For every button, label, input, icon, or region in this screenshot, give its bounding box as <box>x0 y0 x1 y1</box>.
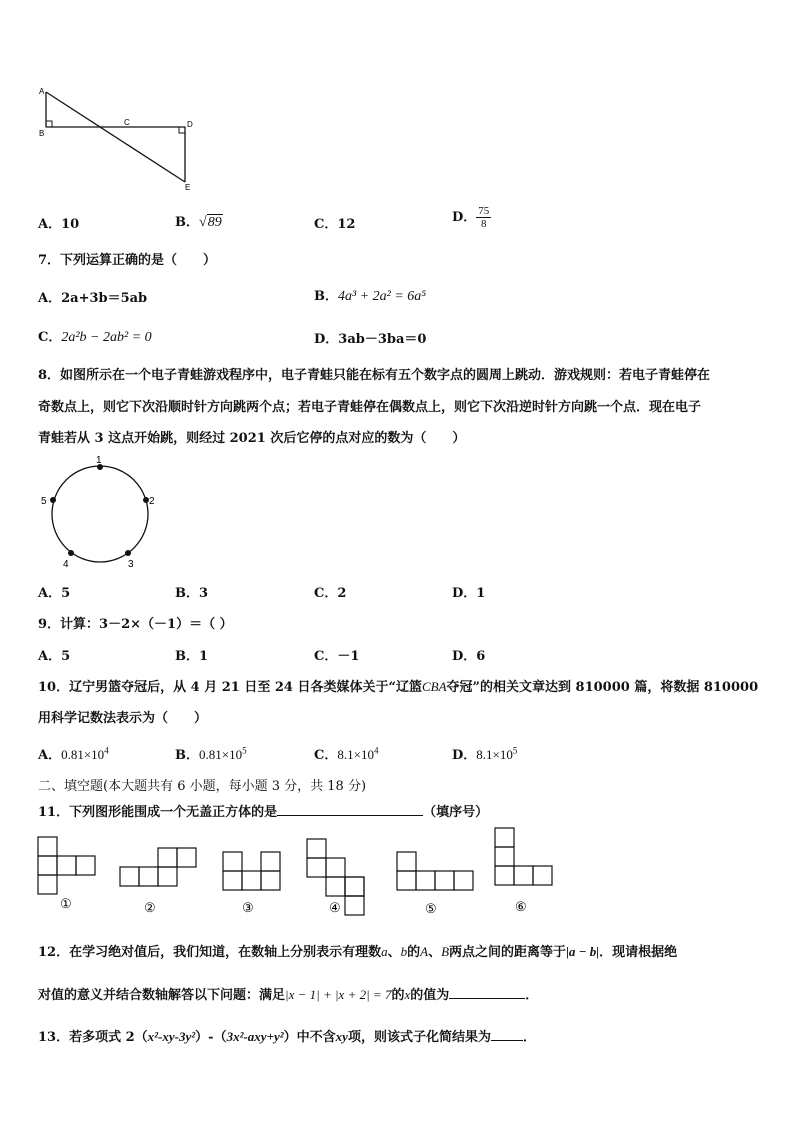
q6-option-b[interactable]: B．√89 <box>175 215 222 230</box>
q12-answer-blank[interactable] <box>449 986 525 999</box>
q10-stem-line1: 10．辽宁男篮夺冠后，从 4 月 21 日至 24 日各类媒体关于“辽篮CBA夺冠”的相关文章达到 810000 篇，将数据 810000 <box>38 679 759 695</box>
net-label-6: ⑥ <box>515 899 527 914</box>
q9-option-b[interactable]: B．1 <box>175 649 209 664</box>
net-label-3: ③ <box>242 900 254 915</box>
q10-option-a[interactable]: A．$0.81\times 10^4$ <box>38 745 109 763</box>
q7-option-d[interactable]: D．3ab－3ba＝0 <box>314 332 427 347</box>
circle-label-4: 4 <box>63 559 69 570</box>
q8-option-c[interactable]: C．2 <box>314 586 347 601</box>
q8-stem-line3: 青蛙若从 3 这点开始跳，则经过 2021 次后它停的点对应的数为（ ） <box>38 431 466 446</box>
q12-line1: 12．在学习绝对值后，我们知道，在数轴上分别表示有理数a、b的A、B两点之间的距离等于|a − b|．现请根据绝 <box>38 944 678 960</box>
figure-q6-geometry <box>30 84 200 194</box>
net-label-5: ⑤ <box>425 901 437 916</box>
sqrt-89: √89 <box>199 215 222 230</box>
q7-stem: 7．下列运算正确的是（ ） <box>38 253 217 268</box>
figure-q8-circle <box>35 452 165 577</box>
q7-option-a[interactable]: A．2a+3b＝5ab <box>38 291 148 306</box>
q6-option-c[interactable]: C．12 <box>314 217 356 232</box>
q13-answer-blank[interactable] <box>491 1028 523 1041</box>
q6-option-d[interactable]: D． $\frac{75}{8}$ <box>452 205 490 230</box>
q9-option-c[interactable]: C．－1 <box>314 649 360 664</box>
circle-label-2: 2 <box>149 496 155 507</box>
figure-q11-nets <box>34 826 564 918</box>
q8-stem-line2: 奇数点上，则它下次沿顺时针方向跳两个点；若电子青蛙停在偶数点上，则它下次沿逆时针方向跳一个点．现在电子 <box>38 400 702 415</box>
q8-stem-line1: 8．如图所示在一个电子青蛙游戏程序中，电子青蛙只能在标有五个数字点的圆周上跳动．游戏规则：若电子青蛙停在 <box>38 368 711 383</box>
label-C: C <box>124 118 130 127</box>
net-label-1: ① <box>60 896 72 911</box>
net-label-2: ② <box>144 900 156 915</box>
q9-stem: 9．计算：3－2×（－1）＝（ ） <box>38 617 233 632</box>
q7-option-b[interactable]: B．4a³ + 2a² = 6a⁵ <box>314 289 427 304</box>
q10-option-b[interactable]: B．$0.81\times 10^5$ <box>175 745 247 763</box>
circle-label-3: 3 <box>128 559 134 570</box>
q8-option-d[interactable]: D．1 <box>452 586 486 601</box>
q11-stem: 11．下列图形能围成一个无盖正方体的是 （填序号） <box>38 805 489 820</box>
q6-option-a[interactable]: A．10 <box>38 217 80 232</box>
label-A: A <box>39 87 45 96</box>
circle-label-5: 5 <box>41 496 47 507</box>
fraction-75-8: $\frac{75}{8}$ <box>478 205 490 230</box>
q8-option-b[interactable]: B．3 <box>175 586 209 601</box>
label-B: B <box>39 129 45 138</box>
q10-option-c[interactable]: C．$8.1\times 10^4$ <box>314 745 379 763</box>
q12-line2: 对值的意义并结合数轴解答以下问题：满足|x − 1| + |x + 2| = 7的x的值为 ． <box>38 987 539 1003</box>
q7-option-c[interactable]: C．2a²b − 2ab² = 0 <box>38 330 152 345</box>
q11-answer-blank[interactable] <box>277 803 423 816</box>
q13-stem: 13．若多项式 2（x²-xy-3y²）-（3x²-axy+y²）中不含xy项，则该式子化简结果为 ． <box>38 1029 536 1045</box>
q10-stem-line2: 用科学记数法表示为（ ） <box>38 711 208 726</box>
q10-option-d[interactable]: D．$8.1\times 10^5$ <box>452 745 518 763</box>
q9-option-d[interactable]: D．6 <box>452 649 486 664</box>
q8-option-a[interactable]: A．5 <box>38 586 71 601</box>
label-E: E <box>185 183 191 192</box>
circle-label-1: 1 <box>96 455 102 466</box>
q9-option-a[interactable]: A．5 <box>38 649 71 664</box>
section-heading-fill-in: 二、填空题(本大题共有 6 小题，每小题 3 分，共 18 分) <box>38 779 367 794</box>
net-label-4: ④ <box>329 900 341 915</box>
label-D: D <box>187 120 193 129</box>
